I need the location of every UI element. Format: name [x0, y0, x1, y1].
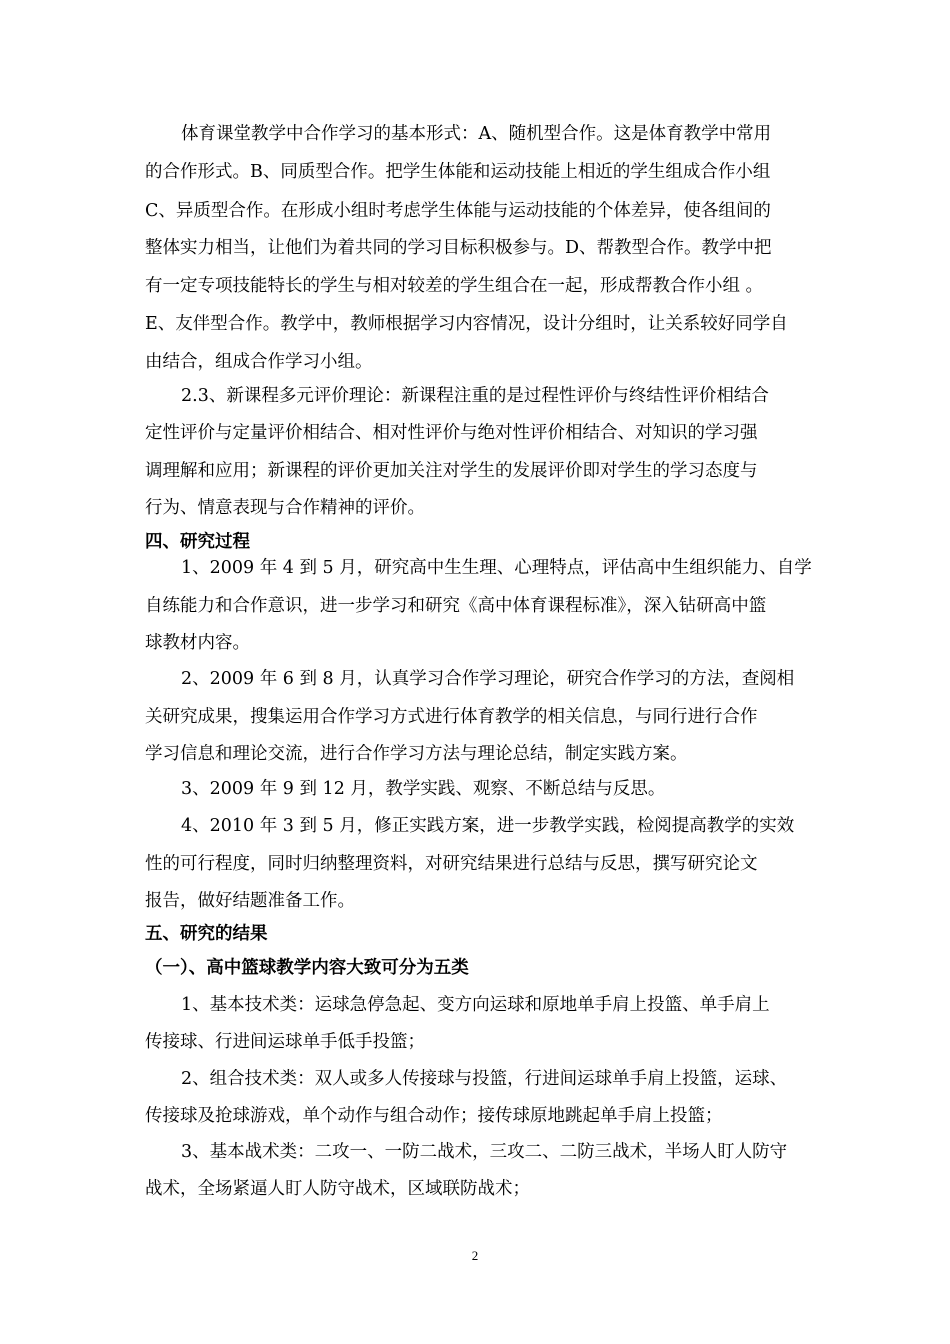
paragraph-line: 调理解和应用；新课程的评价更加关注对学生的发展评价即对学生的学习态度与	[145, 461, 758, 481]
paragraph-line: 战术，全场紧逼人盯人防守战术，区域联防战术；	[145, 1179, 530, 1199]
paragraph-line: 由结合，组成合作学习小组。	[145, 352, 373, 372]
paragraph-line: 有一定专项技能特长的学生与相对较差的学生组合在一起，形成帮教合作小组 。	[145, 276, 764, 296]
paragraph-line: 4、2010 年 3 到 5 月，修正实践方案，进一步教学实践，检阅提高教学的实效	[181, 816, 795, 836]
section-heading: 四、研究过程	[145, 532, 250, 552]
paragraph-line: 1、2009 年 4 到 5 月，研究高中生生理、心理特点，评估高中生组织能力、自学	[181, 558, 812, 578]
paragraph-line: 定性评价与定量评价相结合、相对性评价与绝对性评价相结合、对知识的学习强	[145, 423, 758, 443]
paragraph-line: 学习信息和理论交流，进行合作学习方法与理论总结，制定实践方案。	[145, 744, 688, 764]
paragraph-line: 体育课堂教学中合作学习的基本形式：A、随机型合作。这是体育教学中常用	[181, 124, 772, 144]
paragraph-line: 1、基本技术类：运球急停急起、变方向运球和原地单手肩上投篮、单手肩上	[181, 995, 770, 1015]
paragraph-line: C、异质型合作。在形成小组时考虑学生体能与运动技能的个体差异，使各组间的	[145, 201, 771, 221]
paragraph-line: 传接球、行进间运球单手低手投篮；	[145, 1032, 425, 1052]
paragraph-line: 行为、情意表现与合作精神的评价。	[145, 498, 425, 518]
paragraph-line: 的合作形式。B、同质型合作。把学生体能和运动技能上相近的学生组成合作小组	[145, 162, 771, 182]
subsection-heading: （一）、高中篮球教学内容大致可分为五类	[145, 958, 469, 978]
paragraph-line: 3、2009 年 9 到 12 月，教学实践、观察、不断总结与反思。	[181, 779, 666, 799]
paragraph-line: 关研究成果，搜集运用合作学习方式进行体育教学的相关信息，与同行进行合作	[145, 707, 758, 727]
page-number: 2	[471, 1248, 479, 1263]
paragraph-line: 2、2009 年 6 到 8 月，认真学习合作学习理论，研究合作学习的方法，查阅相	[181, 669, 795, 689]
paragraph-line: 2、组合技术类：双人或多人传接球与投篮，行进间运球单手肩上投篮，运球、	[181, 1069, 788, 1089]
paragraph-line: 传接球及抢球游戏，单个动作与组合动作；接传球原地跳起单手肩上投篮；	[145, 1106, 723, 1126]
paragraph-line: 整体实力相当，让他们为着共同的学习目标积极参与。D、帮教型合作。教学中把	[145, 238, 772, 258]
section-heading: 五、研究的结果	[145, 924, 268, 944]
paragraph-line: 3、基本战术类：二攻一、一防二战术，三攻二、二防三战术，半场人盯人防守	[181, 1142, 788, 1162]
paragraph-line: 报告，做好结题准备工作。	[145, 891, 355, 911]
paragraph-line: E、友伴型合作。教学中，教师根据学习内容情况，设计分组时，让关系较好同学自	[145, 314, 788, 334]
paragraph-line: 自练能力和合作意识，进一步学习和研究《高中体育课程标准》，深入钻研高中篮	[145, 596, 767, 616]
paragraph-line: 2.3、新课程多元评价理论：新课程注重的是过程性评价与终结性评价相结合	[181, 386, 769, 406]
paragraph-line: 性的可行程度，同时归纳整理资料，对研究结果进行总结与反思，撰写研究论文	[145, 854, 758, 874]
paragraph-line: 球教材内容。	[145, 633, 250, 653]
